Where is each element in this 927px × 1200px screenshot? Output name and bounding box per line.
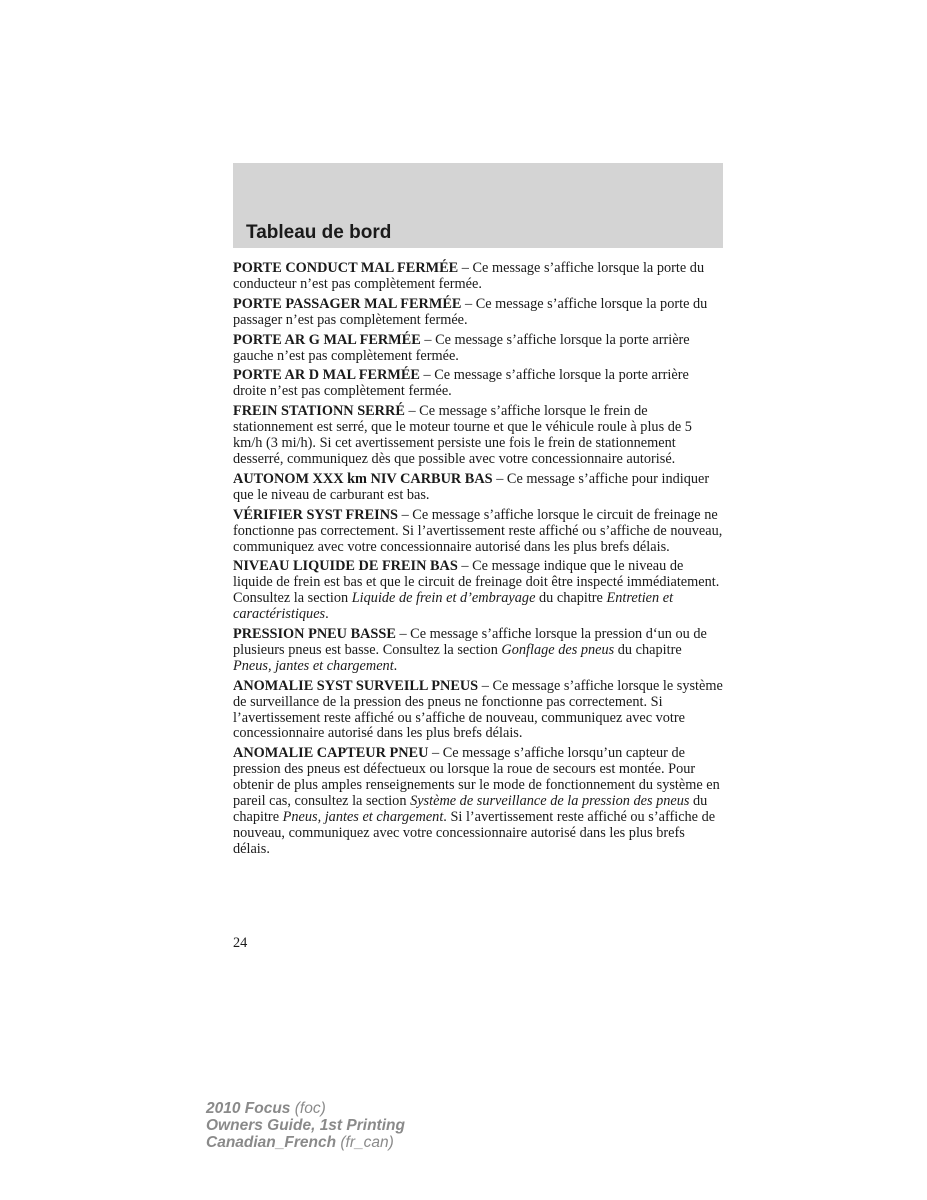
message-description: du chapitre xyxy=(535,590,607,607)
footer-guide: Owners Guide, 1st Printing xyxy=(206,1117,405,1134)
page-number: 24 xyxy=(233,935,248,951)
message-description: . Si l’avertissement reste affiché ou s’affiche de nouveau, communiquez avec votre concessionnaire autorisé dans les plus brefs délais. xyxy=(233,809,716,857)
message-term: ANOMALIE SYST SURVEILL PNEUS xyxy=(233,677,479,694)
message-entry xyxy=(233,368,723,400)
message-term: NIVEAU LIQUIDE DE FREIN BAS xyxy=(233,558,458,575)
footer-language: Canadian_French xyxy=(206,1134,337,1151)
message-entry xyxy=(233,472,723,504)
message-term: PRESSION PNEU BASSE xyxy=(233,626,396,643)
message-entry xyxy=(233,261,723,293)
section-reference: Liquide de frein et d’embrayage xyxy=(351,590,536,607)
footer-model-line xyxy=(206,1100,405,1117)
message-entry xyxy=(233,627,723,675)
footer-language-line xyxy=(206,1134,405,1151)
message-description: – Ce message s’affiche lorsque le circuit de freinage ne fonctionne pas correctement. Si l’avertissement reste affiché ou s’affiche de nouveau, communiquez avec votre concessionnaire autorisé dans les plus brefs délais. xyxy=(233,506,723,555)
message-description: – Ce message s’affiche lorsque le frein de stationnement est serré, que le moteur tourne et que le véhicule roule à plus de 5 km/h (3 mi/h). Si cet avertissement persiste une fois le frein de stationnement desserré, communiquez dès que possible avec votre concessionnaire autorisé. xyxy=(233,403,692,467)
message-term: PORTE PASSAGER MAL FERMÉE xyxy=(233,295,462,312)
message-description: – Ce message s’affiche lorsque la porte arrière droite n’est pas complètement fermée. xyxy=(233,367,689,400)
print-footer xyxy=(206,1100,405,1151)
message-entry xyxy=(233,508,723,556)
footer-model-code: (foc) xyxy=(294,1100,326,1117)
message-term: PORTE CONDUCT MAL FERMÉE xyxy=(233,260,459,276)
message-description: – Ce message indique que le niveau de liquide de frein est bas et que le circuit de freinage doit être inspecté immédiatement. Consultez la section xyxy=(233,558,720,607)
message-entry xyxy=(233,333,723,365)
message-description: . xyxy=(325,606,329,623)
message-entry xyxy=(233,746,723,857)
footer-model: 2010 Focus xyxy=(206,1100,291,1117)
message-entry xyxy=(233,679,723,743)
chapter-reference: Pneus, jantes et chargement xyxy=(233,657,394,674)
message-term: AUTONOM XXX km NIV CARBUR BAS xyxy=(233,470,493,487)
message-description: – Ce message s’affiche lorsque la porte du passager n’est pas complètement fermée. xyxy=(233,295,708,328)
message-term: PORTE AR G MAL FERMÉE xyxy=(233,331,421,348)
footer-language-code: (fr_can) xyxy=(340,1134,394,1151)
message-description: du chapitre xyxy=(614,641,682,658)
message-description: – Ce message s’affiche lorsque la porte du conducteur n’est pas complètement fermée. xyxy=(233,260,705,292)
message-description: – Ce message s’affiche pour indiquer que le niveau de carburant est bas. xyxy=(233,470,710,503)
message-term: PORTE AR D MAL FERMÉE xyxy=(233,367,420,384)
message-entry xyxy=(233,559,723,623)
section-header-band xyxy=(233,163,723,248)
message-term: ANOMALIE CAPTEUR PNEU xyxy=(233,745,429,762)
message-term: VÉRIFIER SYST FREINS xyxy=(233,506,398,523)
message-list xyxy=(233,261,723,862)
message-entry xyxy=(233,297,723,329)
message-term: FREIN STATIONN SERRÉ xyxy=(233,403,405,420)
message-entry xyxy=(233,404,723,468)
message-description: – Ce message s’affiche lorsque la porte arrière gauche n’est pas complètement fermée. xyxy=(233,331,690,364)
message-description: – Ce message s’affiche lorsque la pression d‘un ou de plusieurs pneus est basse. Consultez la section xyxy=(233,626,707,658)
chapter-reference: Pneus, jantes et chargement xyxy=(282,809,444,825)
message-description: – Ce message s’affiche lorsqu’un capteur de pression des pneus est défectueux ou lorsque la roue de secours est montée. Pour obtenir de plus amples renseignements sur le mode de fonctionnement du système en pareil cas, consultez la section xyxy=(233,745,720,810)
message-description: – Ce message s’affiche lorsque le système de surveillance de la pression des pneus ne fonctionne pas correctement. Si l’avertissement reste affiché ou s’affiche de nouveau, communiquez avec votre concessionnaire autorisé dans les plus brefs délais. xyxy=(233,677,723,742)
message-description: . xyxy=(393,657,398,674)
section-title: Tableau de bord xyxy=(246,222,392,243)
section-reference: Système de surveillance de la pression des pneus xyxy=(410,793,690,810)
message-description: du chapitre xyxy=(233,793,708,825)
chapter-reference: Entretien et caractéristiques xyxy=(233,590,674,623)
section-reference: Gonflage des pneus xyxy=(501,641,615,658)
